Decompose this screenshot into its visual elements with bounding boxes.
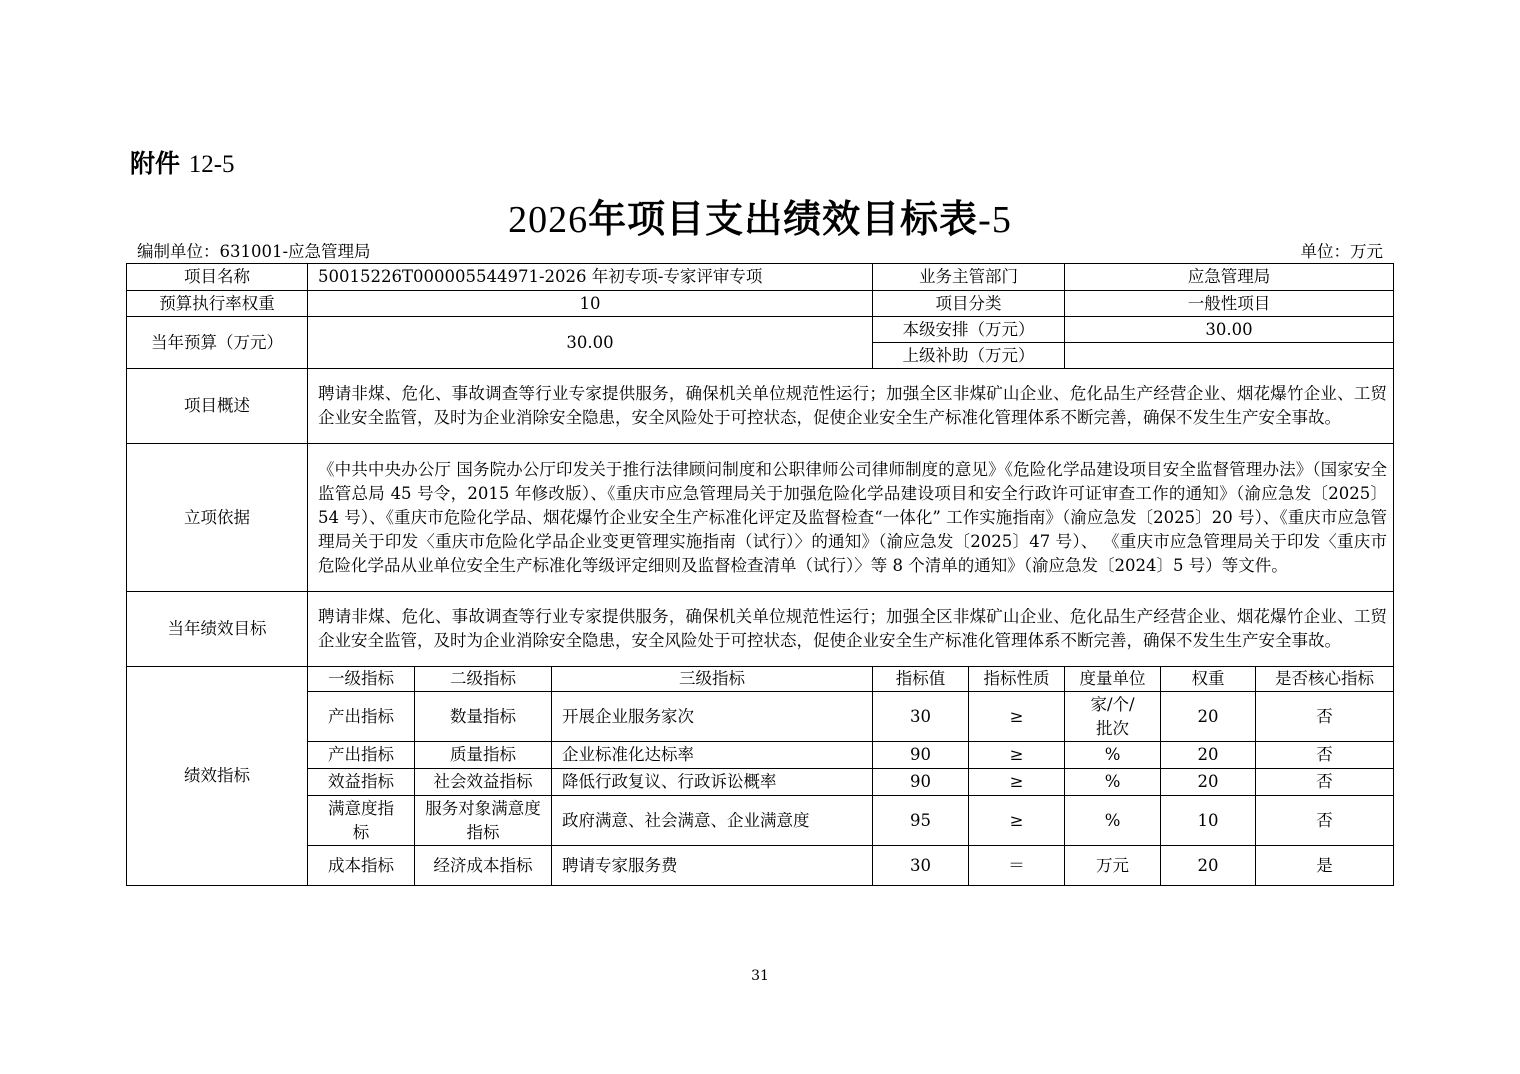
level2-cell: 质量指标 bbox=[415, 742, 552, 769]
unit-cell: % bbox=[1065, 769, 1161, 796]
overview-label: 项目概述 bbox=[127, 369, 308, 444]
title-year: 2026 bbox=[508, 199, 589, 241]
goal-text: 聘请非煤、危化、事故调查等行业专家提供服务，确保机关单位规范性运行；加强全区非煤矿山企业、危化品生产经营企业、烟花爆竹企业、工贸企业安全监管，及时为企业消除安全隐患，安全风险处于可控状态，促使企业安全生产标准化管理体系不断完善，确保不发生生产安全事故。 bbox=[308, 592, 1394, 667]
nature-cell: ≥ bbox=[969, 742, 1065, 769]
header-value: 指标值 bbox=[873, 667, 969, 692]
nature-cell: ≥ bbox=[969, 796, 1065, 846]
unit-cell: % bbox=[1065, 742, 1161, 769]
level3-cell: 降低行政复议、行政诉讼概率 bbox=[552, 769, 873, 796]
project-name-value: 50015226T000005544971-2026 年初专项-专家评审专项 bbox=[308, 264, 873, 291]
level3-cell: 聘请专家服务费 bbox=[552, 846, 873, 886]
table-row bbox=[127, 796, 1394, 846]
row-goal bbox=[127, 592, 1394, 667]
title-text: 年项目支出绩效目标表 bbox=[588, 197, 979, 241]
goal-label: 当年绩效目标 bbox=[127, 592, 308, 667]
local-value: 30.00 bbox=[1065, 317, 1394, 343]
level2-cell: 社会效益指标 bbox=[415, 769, 552, 796]
level3-cell: 企业标准化达标率 bbox=[552, 742, 873, 769]
table-row bbox=[127, 692, 1394, 742]
level1-cell: 成本指标 bbox=[308, 846, 415, 886]
superior-value bbox=[1065, 343, 1394, 369]
level3-cell: 政府满意、社会满意、企业满意度 bbox=[552, 796, 873, 846]
core-cell: 是 bbox=[1256, 846, 1394, 886]
row-project-name bbox=[127, 264, 1394, 291]
table-row bbox=[127, 846, 1394, 886]
weight-cell: 10 bbox=[1161, 796, 1256, 846]
attachment-label bbox=[130, 144, 235, 180]
row-exec-weight bbox=[127, 291, 1394, 317]
weight-cell: 20 bbox=[1161, 846, 1256, 886]
indicators-label: 绩效指标 bbox=[127, 667, 308, 886]
value-cell: 30 bbox=[873, 692, 969, 742]
indicator-header-row bbox=[127, 667, 1394, 692]
row-basis bbox=[127, 444, 1394, 592]
exec-weight-value: 10 bbox=[308, 291, 873, 317]
local-label: 本级安排（万元） bbox=[873, 317, 1065, 343]
table-row bbox=[127, 742, 1394, 769]
nature-cell: ≥ bbox=[969, 769, 1065, 796]
budget-label: 当年预算（万元） bbox=[127, 317, 308, 369]
superior-label: 上级补助（万元） bbox=[873, 343, 1065, 369]
weight-cell: 20 bbox=[1161, 692, 1256, 742]
table-row bbox=[127, 769, 1394, 796]
weight-cell: 20 bbox=[1161, 769, 1256, 796]
unit-cell: % bbox=[1065, 796, 1161, 846]
dept-value: 应急管理局 bbox=[1065, 264, 1394, 291]
page-number: 31 bbox=[751, 968, 769, 984]
overview-text: 聘请非煤、危化、事故调查等行业专家提供服务，确保机关单位规范性运行；加强全区非煤矿山企业、危化品生产经营企业、烟花爆竹企业、工贸企业安全监管，及时为企业消除安全隐患，安全风险处于可控状态，促使企业安全生产标准化管理体系不断完善，确保不发生生产安全事故。 bbox=[308, 369, 1394, 444]
unit-cell: 万元 bbox=[1065, 846, 1161, 886]
weight-cell: 20 bbox=[1161, 742, 1256, 769]
core-cell: 否 bbox=[1256, 769, 1394, 796]
header-unit: 度量单位 bbox=[1065, 667, 1161, 692]
category-value: 一般性项目 bbox=[1065, 291, 1394, 317]
exec-weight-label: 预算执行率权重 bbox=[127, 291, 308, 317]
unit-cell: 家/个/批次 bbox=[1065, 692, 1161, 742]
value-cell: 90 bbox=[873, 769, 969, 796]
basis-label: 立项依据 bbox=[127, 444, 308, 592]
level1-cell: 效益指标 bbox=[308, 769, 415, 796]
budget-value: 30.00 bbox=[308, 317, 873, 369]
project-name-label: 项目名称 bbox=[127, 264, 308, 291]
nature-cell: ≥ bbox=[969, 692, 1065, 742]
level1-cell: 产出指标 bbox=[308, 742, 415, 769]
value-cell: 30 bbox=[873, 846, 969, 886]
level3-cell: 开展企业服务家次 bbox=[552, 692, 873, 742]
dept-label: 业务主管部门 bbox=[873, 264, 1065, 291]
header-core: 是否核心指标 bbox=[1256, 667, 1394, 692]
title-suffix: -5 bbox=[978, 199, 1012, 241]
level2-cell: 数量指标 bbox=[415, 692, 552, 742]
prepared-by: 编制单位：631001-应急管理局 bbox=[137, 242, 371, 261]
value-cell: 90 bbox=[873, 742, 969, 769]
category-label: 项目分类 bbox=[873, 291, 1065, 317]
level1-cell: 产出指标 bbox=[308, 692, 415, 742]
header-weight: 权重 bbox=[1161, 667, 1256, 692]
performance-table bbox=[126, 263, 1394, 886]
level1-cell: 满意度指标 bbox=[308, 796, 415, 846]
core-cell: 否 bbox=[1256, 796, 1394, 846]
core-cell: 否 bbox=[1256, 692, 1394, 742]
header-level1: 一级指标 bbox=[308, 667, 415, 692]
document-title bbox=[0, 188, 1520, 243]
value-cell: 95 bbox=[873, 796, 969, 846]
attachment-text: 附件 bbox=[130, 149, 181, 178]
core-cell: 否 bbox=[1256, 742, 1394, 769]
level2-cell: 经济成本指标 bbox=[415, 846, 552, 886]
header-level3: 三级指标 bbox=[552, 667, 873, 692]
attachment-number: 12-5 bbox=[188, 151, 235, 178]
header-nature: 指标性质 bbox=[969, 667, 1065, 692]
basis-text: 《中共中央办公厅 国务院办公厅印发关于推行法律顾问制度和公职律师公司律师制度的意见》《危险化学品建设项目安全监督管理办法》（国家安全监管总局 45 号令，2015 年修改版）、《重庆市应急管理局关于加强危险化学品建设项目和安全行政许可证审查工作的通知》（渝应急发〔2025〕54 号）、《重庆市危险化学品、烟花爆竹企业安全生产标准化评定及监督检查“一体化” 工作实施指南》（渝应急发〔2025〕20 号）、《重庆市应急管理局关于印发〈重庆市危险化学品企业变更管理实施指南（试行）〉的通知》（渝应急发〔2025〕47 号）、 《重庆市应急管理局关于印发〈重庆市危险化学品从业单位安全生产标准化等级评定细则及监督检查清单（试行）〉等 8 个清单的通知》（渝应急发〔2024〕5 号）等文件。 bbox=[308, 444, 1394, 592]
row-budget-local bbox=[127, 317, 1394, 343]
nature-cell: ＝ bbox=[969, 846, 1065, 886]
header-level2: 二级指标 bbox=[415, 667, 552, 692]
unit-label: 单位：万元 bbox=[1300, 242, 1383, 261]
row-overview bbox=[127, 369, 1394, 444]
level2-cell: 服务对象满意度指标 bbox=[415, 796, 552, 846]
